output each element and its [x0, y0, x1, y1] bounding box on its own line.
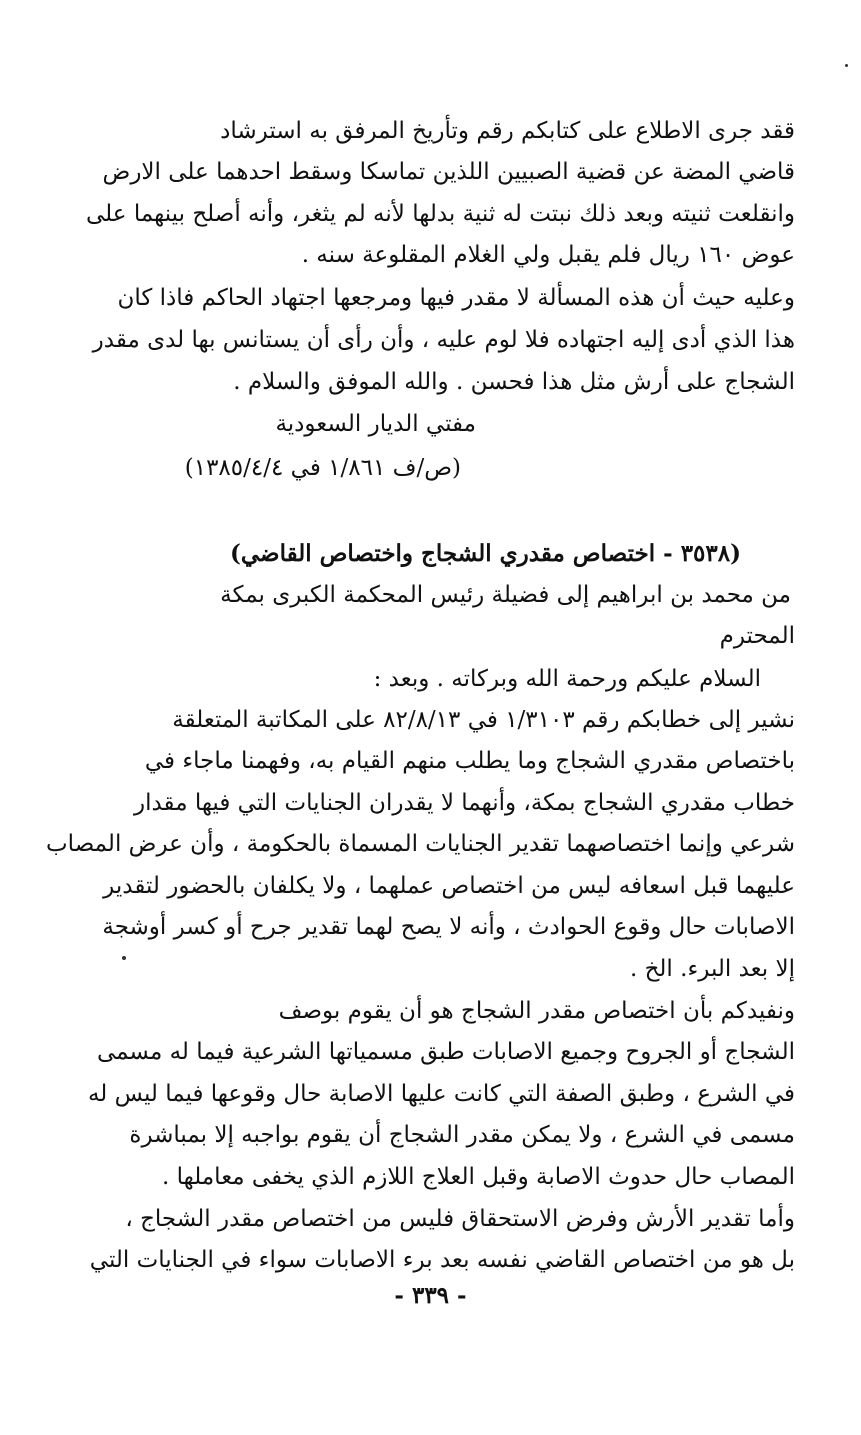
body-line: مسمى في الشرع ، ولا يمكن مقدر الشجاج أن يقوم بواجبه إلا بمباشرة	[129, 1122, 795, 1148]
section-heading: (٣٥٣٨ - اختصاص مقدري الشجاج واختصاص القاضي)	[229, 540, 741, 567]
body-line: وعليه حيث أن هذه المسألة لا مقدر فيها ومرجعها اجتهاد الحاكم فاذا كان	[117, 285, 795, 311]
body-line: عوض ١٦٠ ريال فلم يقبل ولي الغلام المقلوعة سنه .	[301, 242, 795, 268]
body-line: قاضي المضة عن قضية الصبيين اللذين تماسكا وسقط احدهما على الارض	[102, 159, 795, 185]
body-line: بل هو من اختصاص القاضي نفسه بعد برء الاصابات سواء في الجنايات التي	[89, 1247, 795, 1273]
body-line: نشير إلى خطابكم رقم ١/٣١٠٣ في ٨٢/٨/١٣ على المكاتبة المتعلقة	[172, 707, 795, 733]
body-line: شرعي وإنما اختصاصهما تقدير الجنايات المسماة بالحكومة ، وأن عرض المصاب	[46, 831, 795, 857]
body-line: وانقلعت ثنيته وبعد ذلك نبتت له ثنية بدلها لأنه لم يثغر، وأنه أصلح بينهما على	[86, 201, 795, 227]
body-line: باختصاص مقدري الشجاج وما يطلب منهم القيام به، وفهمنا ماجاء في	[144, 748, 795, 774]
body-line: الشجاج على أرش مثل هذا فحسن . والله الموفق والسلام .	[233, 369, 795, 395]
body-line: هذا الذي أدى إليه اجتهاده فلا لوم عليه ، وأن رأى أن يستانس بها لدى مقدر	[92, 327, 795, 353]
body-line: خطاب مقدري الشجاج بمكة، وأنهما لا يقدران الجنايات التي فيها مقدار	[133, 790, 795, 816]
body-line: إلا بعد البرء. الخ .	[629, 956, 795, 982]
addressee-line: من محمد بن ابراهيم إلى فضيلة رئيس المحكمة الكبرى بمكة	[220, 582, 791, 608]
body-line: عليهما قبل اسعافه ليس من اختصاص عملهما ، ولا يكلفان بالحضور لتقدير	[103, 873, 795, 899]
body-line: ونفيدكم بأن اختصاص مقدر الشجاج هو أن يقوم بوصف	[278, 998, 795, 1024]
body-line: ققد جرى الاطلاع على كتابكم رقم وتأريخ المرفق به استرشاد	[220, 118, 795, 144]
greeting: السلام عليكم ورحمة الله وبركاته . وبعد :	[373, 666, 761, 692]
reference-number: (ص/ف ١/٨٦١ في ١٣٨٥/٤/٤)	[184, 455, 461, 481]
body-line: المصاب حال حدوث الاصابة وقبل العلاج اللازم الذي يخفى معاملها .	[162, 1164, 795, 1190]
page-number: - ٣٣٩ -	[394, 1282, 467, 1309]
scan-speck	[845, 64, 848, 67]
body-line: وأما تقدير الأرش وفرض الاستحقاق فليس من اختصاص مقدر الشجاج ،	[125, 1206, 795, 1232]
honorific: المحترم	[719, 623, 795, 649]
signature: مفتي الديار السعودية	[275, 411, 476, 437]
scan-speck	[122, 956, 126, 960]
body-line: الشجاج أو الجروح وجميع الاصابات طبق مسمياتها الشرعية فيما له مسمى	[96, 1039, 795, 1065]
body-line: في الشرع ، وطبق الصفة التي كانت عليها الاصابة حال وقوعها فيما ليس له	[87, 1081, 795, 1107]
body-line: الاصابات حال وقوع الحوادث ، وأنه لا يصح لهما تقدير جرح أو كسر أوشجة	[102, 914, 795, 940]
